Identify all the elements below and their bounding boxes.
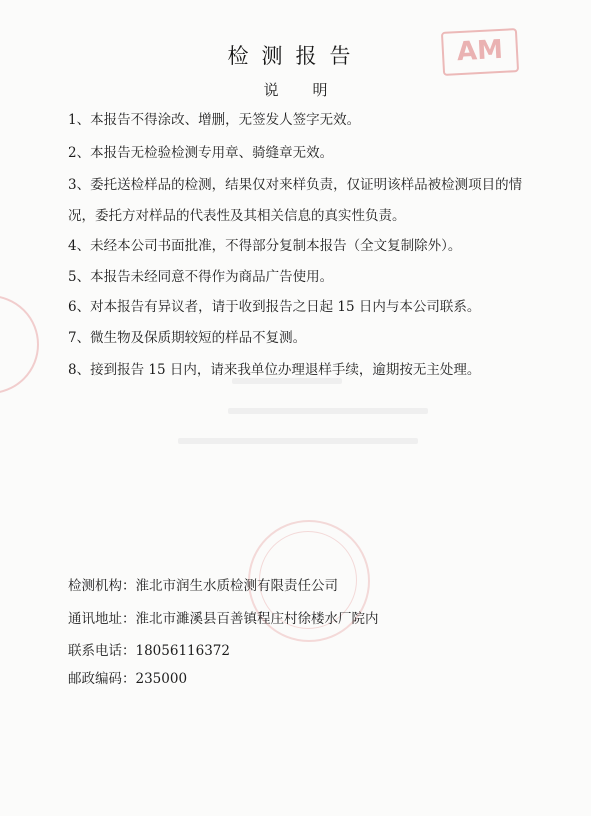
org-value: 淮北市润生水质检测有限责任公司 xyxy=(135,578,338,594)
page-title: 检测报告 xyxy=(227,44,364,68)
bleed-through-mark xyxy=(228,408,428,414)
note-item: 4、未经本公司书面批准，不得部分复制本报告（全文复制除外）。 xyxy=(68,238,462,254)
org-label: 检测机构： xyxy=(68,578,136,594)
zip-label: 邮政编码： xyxy=(68,671,136,687)
page-subtitle: 说明 xyxy=(263,81,362,99)
am-stamp: AM xyxy=(441,28,519,76)
contact-address-row xyxy=(68,607,379,627)
note-item: 5、本报告未经同意不得作为商品广告使用。 xyxy=(68,269,334,285)
address-value: 淮北市濉溪县百善镇程庄村徐楼水厂院内 xyxy=(135,611,379,627)
contact-phone-row xyxy=(68,639,230,659)
note-item: 1、本报告不得涂改、增删，无签发人签字无效。 xyxy=(68,112,361,128)
bleed-through-mark xyxy=(232,378,342,384)
phone-label: 联系电话： xyxy=(68,643,136,659)
official-seal-partial xyxy=(0,295,39,394)
zip-value: 235000 xyxy=(135,671,188,687)
contact-zip-row xyxy=(68,667,187,687)
contact-org-row xyxy=(68,574,338,594)
bleed-through-mark xyxy=(178,438,418,444)
note-item: 8、接到报告 15 日内，请来我单位办理退样手续，逾期按无主处理。 xyxy=(68,362,481,378)
note-item: 6、对本报告有异议者，请于收到报告之日起 15 日内与本公司联系。 xyxy=(68,299,481,315)
note-item: 7、微生物及保质期较短的样品不复测。 xyxy=(68,330,307,346)
note-item: 3、委托送检样品的检测，结果仅对来样负责，仅证明该样品被检测项目的情况，委托方对样品的代表性及其相关信息的真实性负责。 xyxy=(68,177,523,224)
note-item: 2、本报告无检验检测专用章、骑缝章无效。 xyxy=(68,145,334,161)
address-label: 通讯地址： xyxy=(68,611,136,627)
phone-value: 18056116372 xyxy=(135,643,230,659)
